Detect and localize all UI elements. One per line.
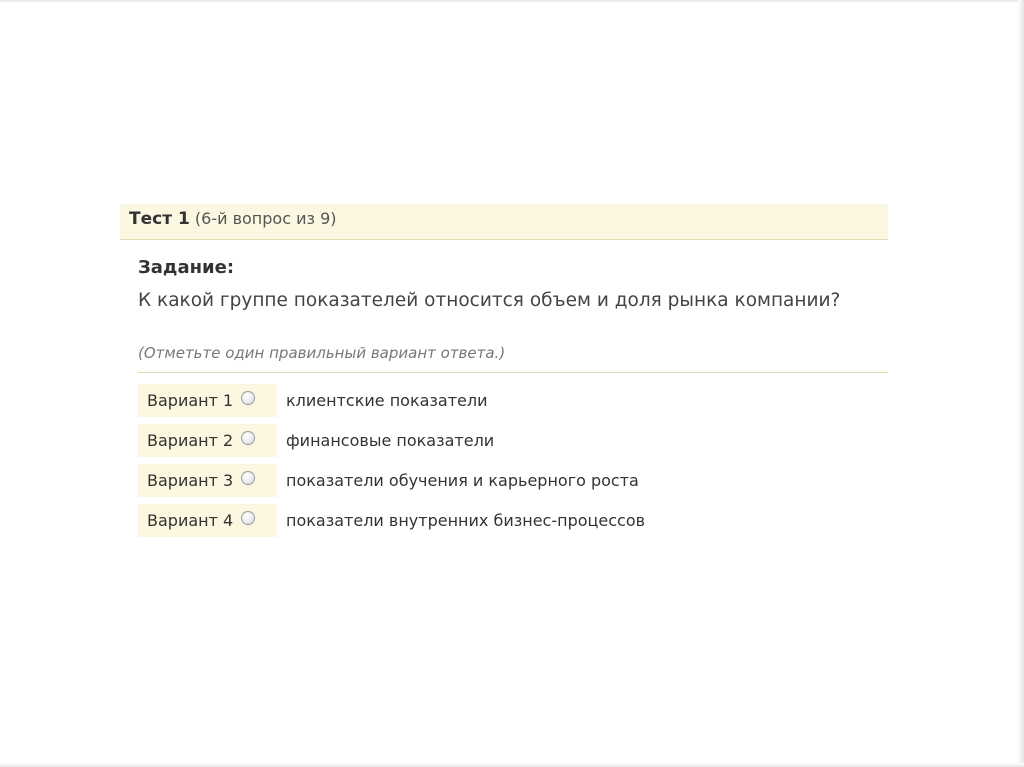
- quiz-title: Тест 1: [129, 209, 190, 229]
- option-label-cell: [138, 384, 277, 417]
- question-text: К какой группе показателей относится объем и доля рынка компании?: [138, 290, 841, 311]
- quiz-panel: [120, 204, 888, 544]
- option-label-cell: [138, 424, 277, 457]
- answer-instruction: (Отметьте один правильный вариант ответа.): [138, 343, 888, 373]
- option-label: Вариант 4: [147, 511, 234, 530]
- answer-options: [138, 384, 888, 537]
- answer-option-4: [138, 504, 888, 537]
- slide-right-shadow: [1018, 0, 1024, 767]
- slide-top-edge: [0, 0, 1024, 2]
- option-label: Вариант 1: [147, 391, 234, 410]
- option-text: клиентские показатели: [286, 391, 488, 410]
- option-3-radio[interactable]: [241, 471, 255, 485]
- option-text: показатели внутренних бизнес-процессов: [286, 511, 646, 530]
- slide-bottom-shadow: [0, 763, 1024, 767]
- option-label-cell: [138, 504, 277, 537]
- option-label: Вариант 3: [147, 471, 234, 490]
- quiz-header: [120, 204, 888, 240]
- answer-option-1: [138, 384, 888, 417]
- answer-option-3: [138, 464, 888, 497]
- answer-option-2: [138, 424, 888, 457]
- option-4-radio[interactable]: [241, 511, 255, 525]
- quiz-progress: (6-й вопрос из 9): [194, 209, 337, 228]
- task-label: Задание:: [138, 257, 235, 278]
- option-text: финансовые показатели: [286, 431, 495, 450]
- option-label: Вариант 2: [147, 431, 234, 450]
- option-2-radio[interactable]: [241, 431, 255, 445]
- option-1-radio[interactable]: [241, 391, 255, 405]
- option-label-cell: [138, 464, 277, 497]
- option-text: показатели обучения и карьерного роста: [286, 471, 639, 490]
